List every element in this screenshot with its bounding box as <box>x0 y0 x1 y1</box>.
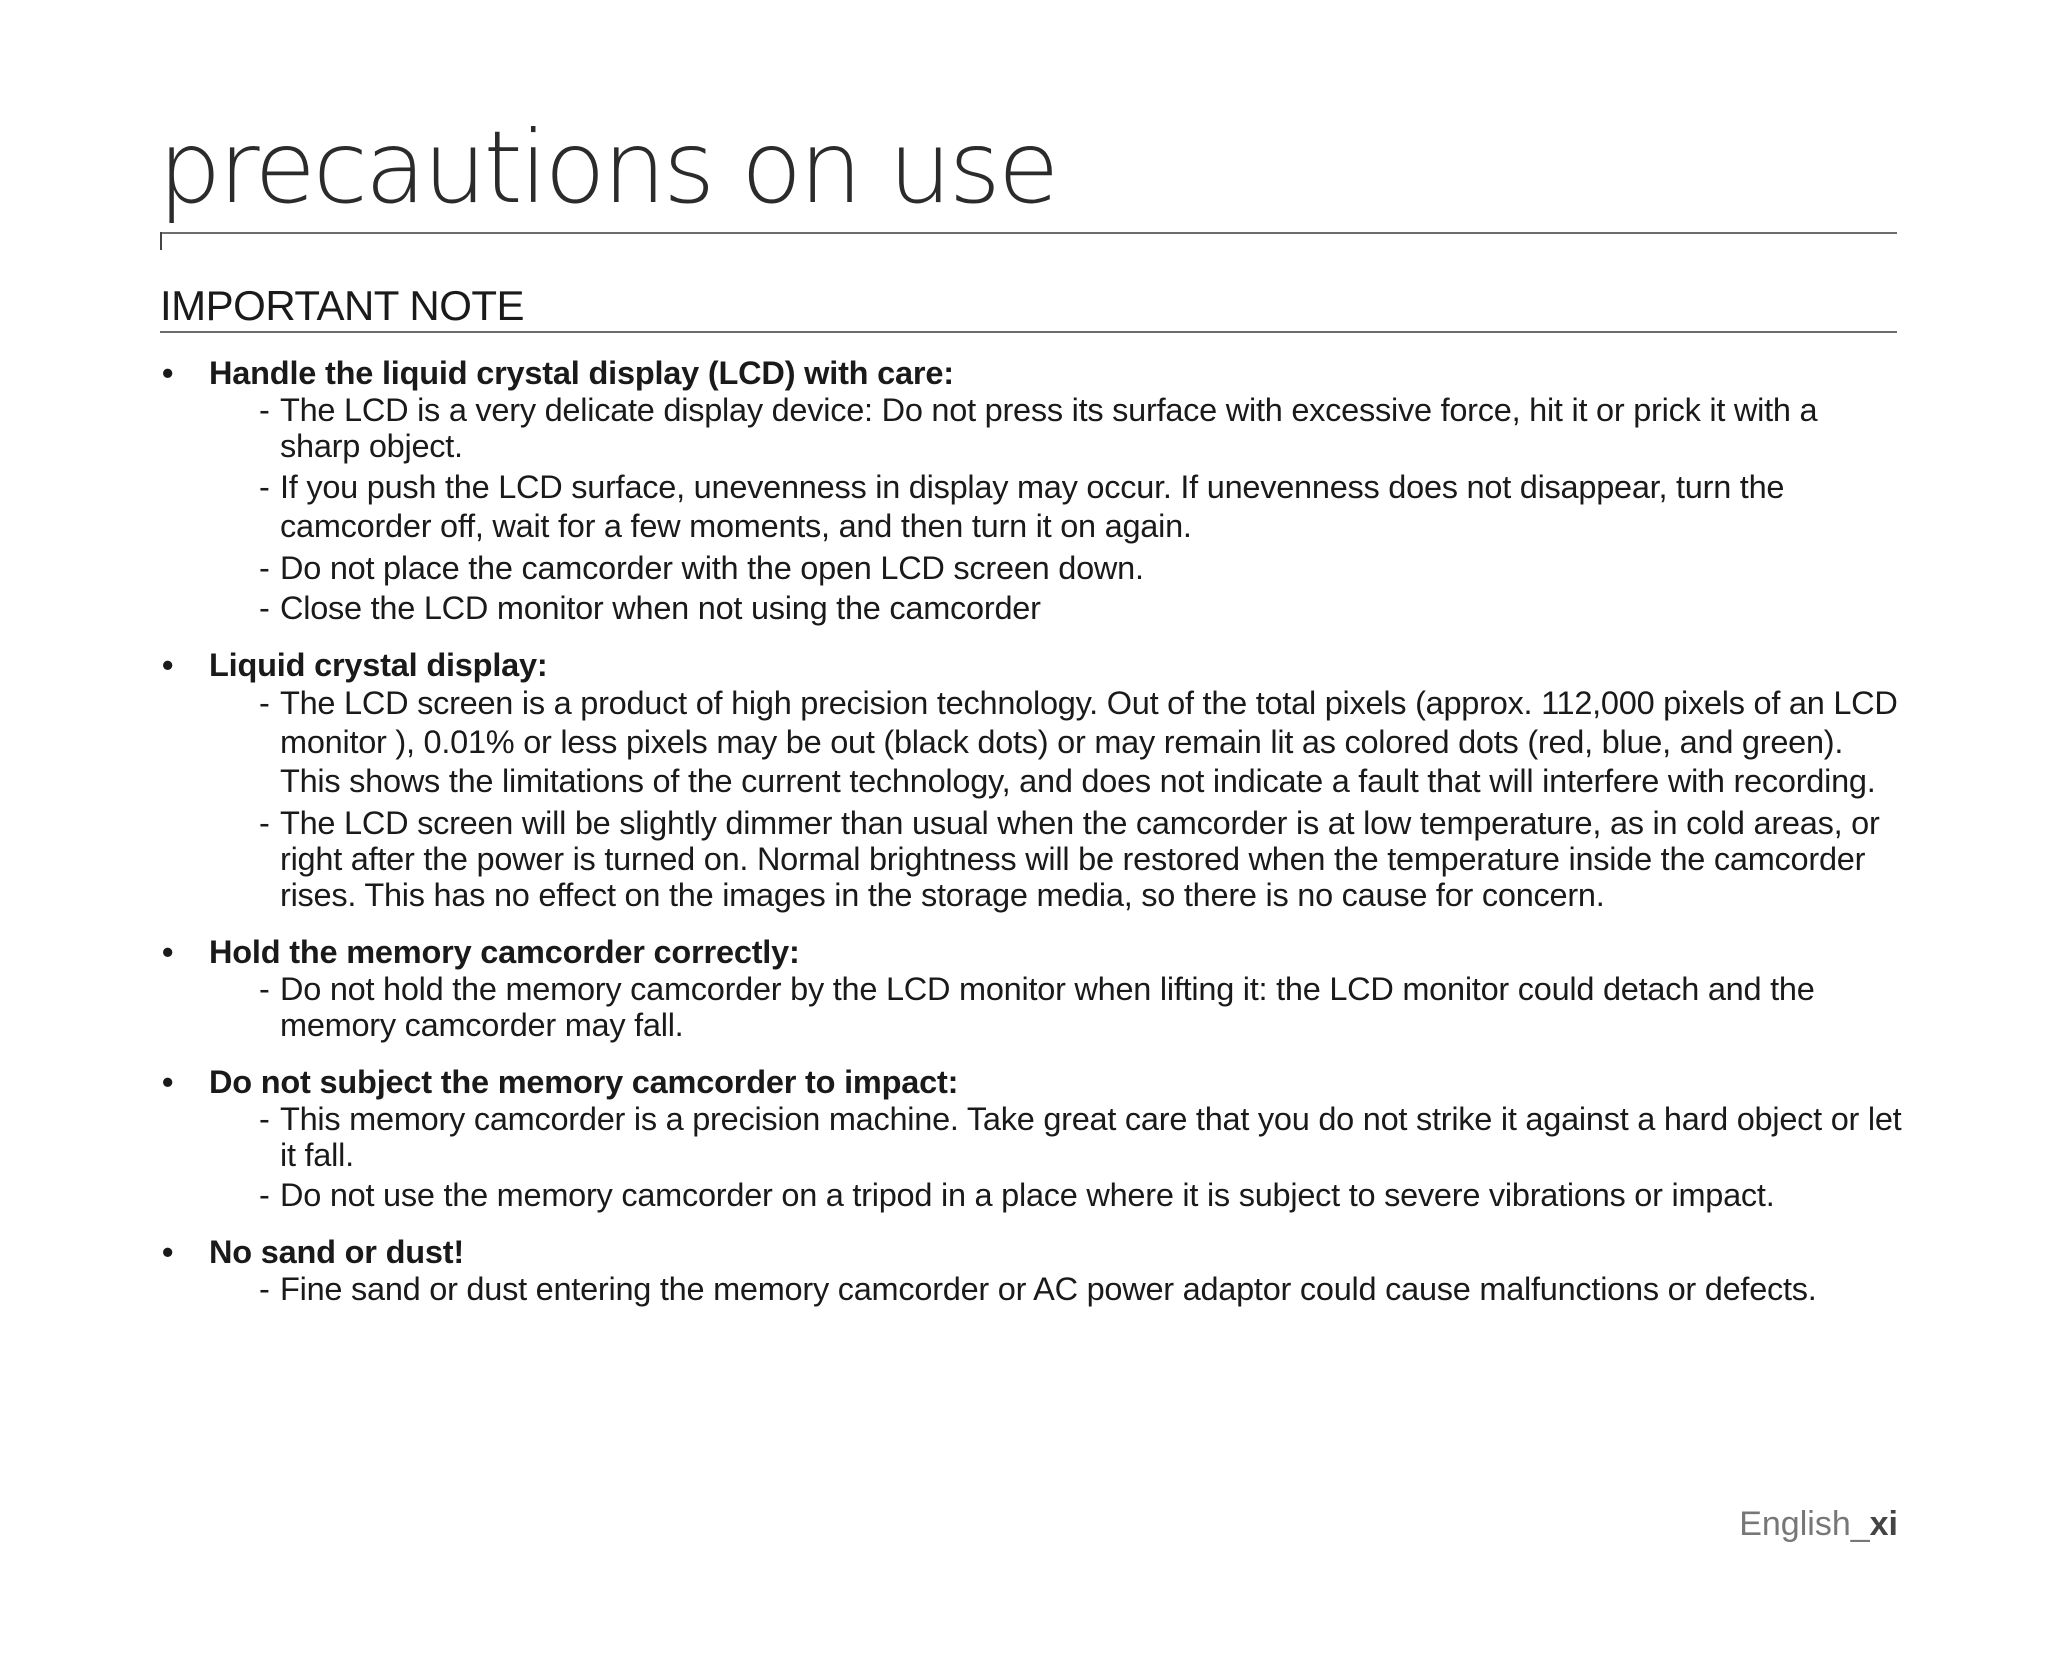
bullet-icon: • <box>162 934 174 970</box>
note-item: - Fine sand or dust entering the memory camcorder or AC power adaptor could cause malfunctions or defects. <box>259 1271 1817 1307</box>
note-sand-dust <box>160 1233 1905 1307</box>
note-item: - Do not place the camcorder with the open LCD screen down. <box>259 550 1144 586</box>
note-lcd-display <box>160 646 1905 913</box>
note-item: - This memory camcorder is a precision machine. Take great care that you do not strike it against a hard object or let it fall. <box>259 1101 1902 1173</box>
note-heading: Hold the memory camcorder correctly: <box>209 934 800 970</box>
note-item: - The LCD screen is a product of high precision technology. Out of the total pixels (approx. 112,000 pixels of an LCD monitor ), 0.01% or less pixels may be out (black dots) or may remain lit as colored dots (red, blue, and green). This shows the limitations of the current technology, and does not indicate a fault that will interfere with recording. <box>259 685 1898 799</box>
bullet-icon: • <box>162 1234 174 1270</box>
note-item: - Close the LCD monitor when not using the camcorder <box>259 590 1041 626</box>
note-lcd-care <box>160 354 1905 626</box>
title-divider-tick <box>160 232 162 250</box>
section-divider <box>160 331 1897 333</box>
note-heading: Liquid crystal display: <box>209 647 548 683</box>
page-number: xi <box>1869 1505 1898 1543</box>
note-heading: Handle the liquid crystal display (LCD) with care: <box>209 355 954 391</box>
note-impact <box>160 1063 1905 1213</box>
note-heading: Do not subject the memory camcorder to impact: <box>209 1064 959 1100</box>
page-footer <box>1739 1504 1898 1544</box>
page-title: precautions on use <box>158 109 1057 226</box>
footer-language: English_ <box>1739 1505 1870 1543</box>
note-items <box>160 1101 1905 1213</box>
note-heading: No sand or dust! <box>209 1234 464 1270</box>
note-items <box>160 971 1905 1043</box>
bullet-icon: • <box>162 355 174 391</box>
note-item: - The LCD screen will be slightly dimmer than usual when the camcorder is at low temperature, as in cold areas, or right after the power is turned on. Normal brightness will be restored when the temperature inside the camcorder rises. This has no effect on the images in the storage media, so there is no cause for concern. <box>259 805 1880 913</box>
section-heading: IMPORTANT NOTE <box>160 282 525 329</box>
notes-list <box>160 354 1905 1327</box>
bullet-icon: • <box>162 647 174 683</box>
note-items <box>160 392 1905 626</box>
bullet-icon: • <box>162 1064 174 1100</box>
note-item: - The LCD is a very delicate display device: Do not press its surface with excessive force, hit it or prick it with a sharp object. <box>259 392 1818 464</box>
note-items <box>160 684 1905 913</box>
note-item: - If you push the LCD surface, unevenness in display may occur. If unevenness does not disappear, turn the camcorder off, wait for a few moments, and then turn it on again. <box>259 469 1785 544</box>
title-divider <box>160 232 1897 234</box>
note-hold-correctly <box>160 933 1905 1043</box>
note-item: - Do not use the memory camcorder on a tripod in a place where it is subject to severe vibrations or impact. <box>259 1177 1775 1213</box>
note-items <box>160 1271 1905 1307</box>
note-item: - Do not hold the memory camcorder by the LCD monitor when lifting it: the LCD monitor could detach and the memory camcorder may fall. <box>259 971 1815 1043</box>
